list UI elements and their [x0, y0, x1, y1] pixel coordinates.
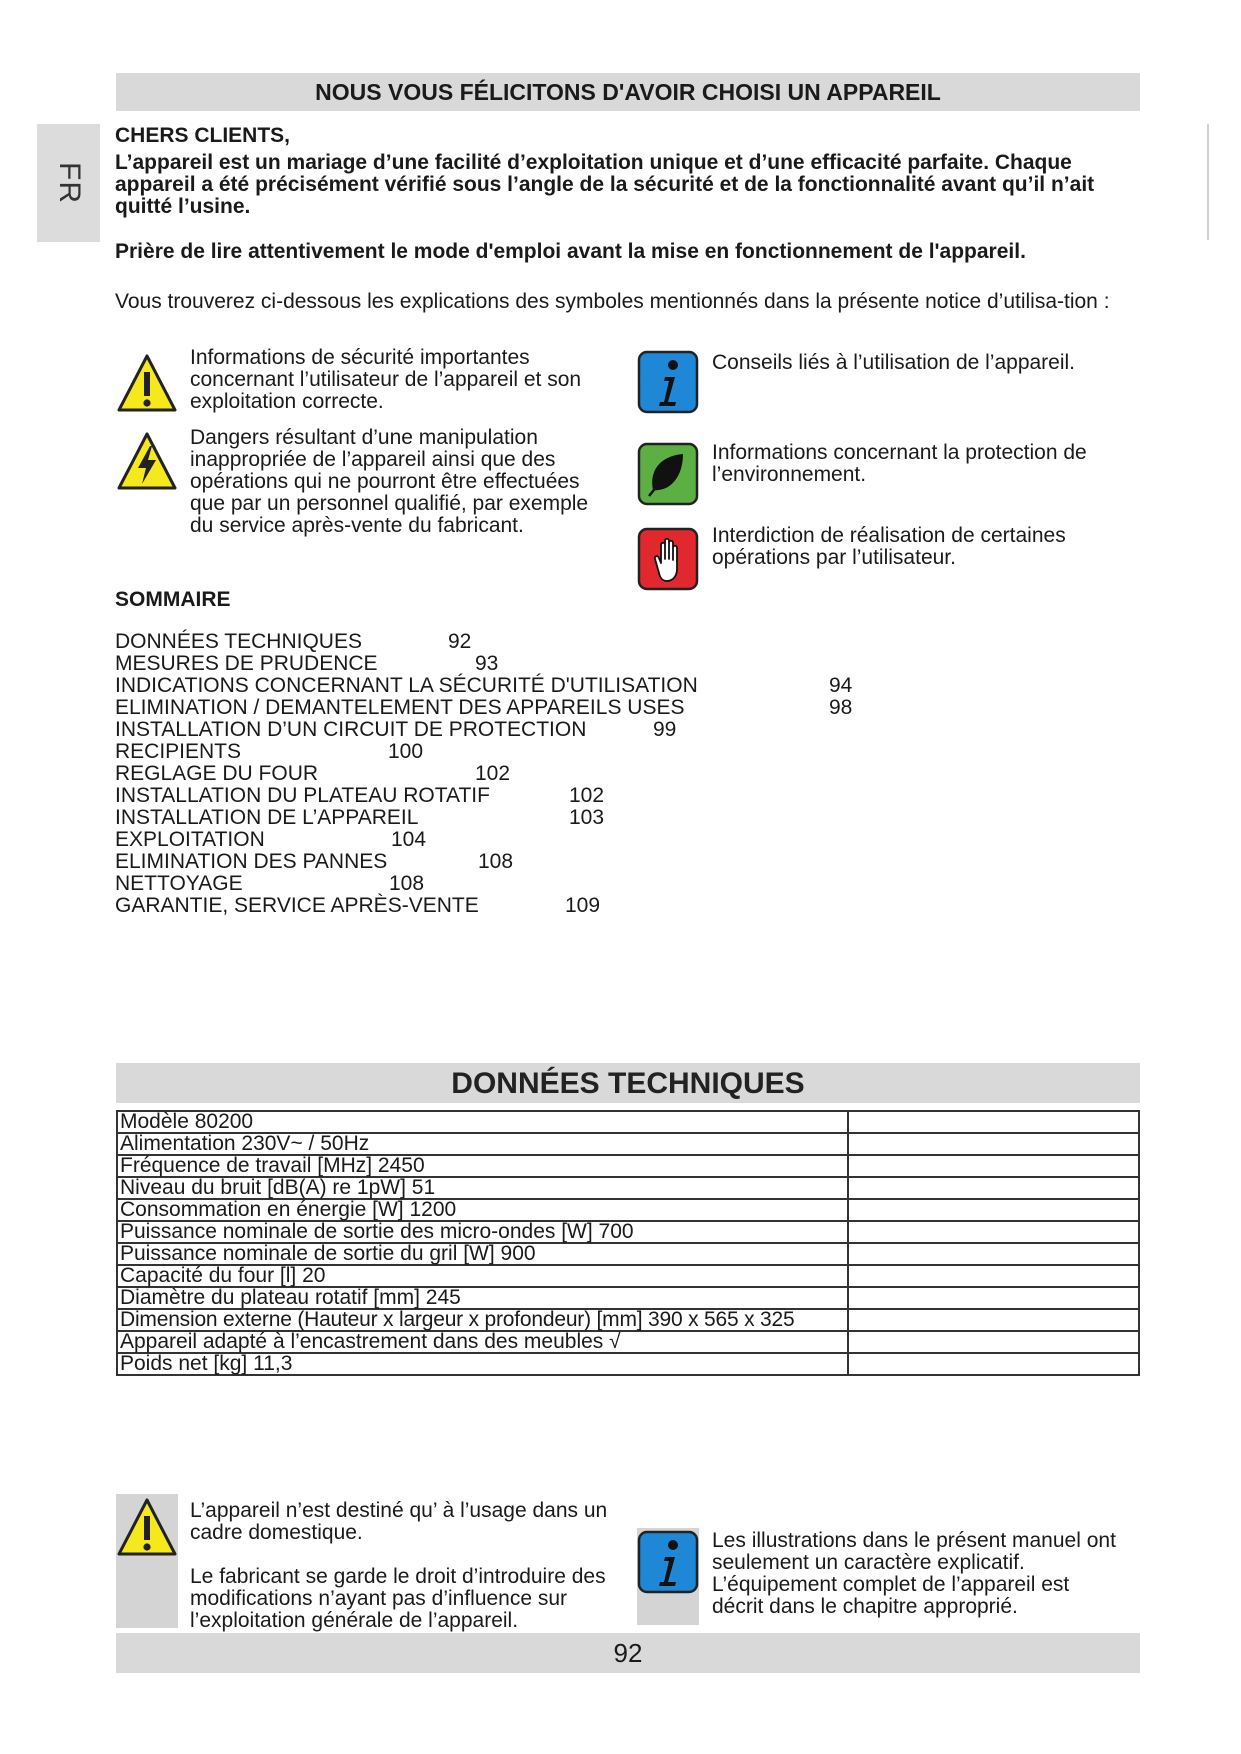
- tech-empty-cell: [848, 1243, 1139, 1265]
- symbols-intro: Vous trouverez ci-dessous les explications des symboles mentionnés dans la présente notice d’utilisa-tion :: [115, 290, 1110, 313]
- toc-label: INSTALLATION DU PLATEAU ROTATIF: [115, 784, 490, 807]
- toc-entry[interactable]: [115, 873, 243, 895]
- toc-label: DONNÉES TECHNIQUES: [115, 630, 362, 653]
- info-icon: [637, 1530, 699, 1594]
- toc-entry[interactable]: [115, 829, 265, 851]
- table-row: [117, 1331, 1139, 1353]
- toc-label: RECIPIENTS: [115, 740, 242, 763]
- table-row: [117, 1243, 1139, 1265]
- page-number: 92: [116, 1633, 1140, 1673]
- tech-empty-cell: [848, 1287, 1139, 1309]
- tech-cell: Niveau du bruit [dB(A) re 1pW] 51: [117, 1177, 848, 1199]
- toc-page: 102: [475, 762, 511, 785]
- table-row: [117, 1155, 1139, 1177]
- tech-cell: Fréquence de travail [MHz] 2450: [117, 1155, 848, 1177]
- table-row: [117, 1177, 1139, 1199]
- tech-empty-cell: [848, 1353, 1139, 1375]
- table-row: [117, 1221, 1139, 1243]
- tech-cell: Poids net [kg] 11,3: [117, 1353, 848, 1375]
- toc-entry[interactable]: [115, 807, 418, 829]
- warning-icon: [116, 352, 178, 414]
- intro-body: L’appareil est un mariage d’une facilité d’exploitation unique et d’une efficacité parfaite. Chaque appareil a été précisément vérifié sous l’angle de la sécurité et de la fonctionnalité avant qu’il n’ait quitté l’usine.: [115, 151, 1095, 218]
- toc-label: ELIMINATION / DEMANTELEMENT DES APPAREILS USES: [115, 696, 685, 719]
- tech-table: [116, 1110, 1140, 1376]
- toc-entry[interactable]: [115, 785, 490, 807]
- illustrations-note: Les illustrations dans le présent manuel ont seulement un caractère explicatif. L’équipement complet de l’appareil est décrit dans le chapitre approprié.: [712, 1529, 1116, 1618]
- toc-page: 92: [448, 630, 472, 653]
- domestic-use-note: L’appareil n’est destiné qu’ à l’usage dans un cadre domestique.: [190, 1499, 608, 1544]
- header-banner: NOUS VOUS FÉLICITONS D'AVOIR CHOISI UN APPAREIL: [116, 73, 1140, 111]
- manufacturer-note: Le fabricant se garde le droit d’introduire des modifications n’ayant pas d’influence sur l’exploitation générale de l’appareil.: [190, 1565, 606, 1632]
- toc-label: EXPLOITATION: [115, 828, 265, 851]
- table-row: [117, 1133, 1139, 1155]
- toc-entry[interactable]: [115, 763, 318, 785]
- toc-label: REGLAGE DU FOUR: [115, 762, 319, 785]
- toc-page: 109: [565, 894, 601, 917]
- toc-page: 94: [829, 674, 853, 697]
- toc-page: 103: [569, 806, 605, 829]
- tech-empty-cell: [848, 1177, 1139, 1199]
- toc-label: INSTALLATION D’UN CIRCUIT DE PROTECTION: [115, 718, 587, 741]
- toc-entry[interactable]: [115, 851, 387, 873]
- toc-page: 102: [569, 784, 605, 807]
- tech-cell: Consommation en énergie [W] 1200: [117, 1199, 848, 1221]
- tech-cell: Modèle 80200: [117, 1111, 848, 1133]
- table-row: [117, 1353, 1139, 1375]
- toc-page: 98: [829, 696, 853, 719]
- toc-label: INDICATIONS CONCERNANT LA SÉCURITÉ D'UTILISATION: [115, 674, 698, 697]
- tech-empty-cell: [848, 1199, 1139, 1221]
- margin-line: [1207, 124, 1209, 240]
- tips-text: Conseils liés à l’utilisation de l’appareil.: [712, 351, 1076, 374]
- toc-label: NETTOYAGE: [115, 872, 243, 895]
- toc-entry[interactable]: [115, 631, 362, 653]
- greeting: CHERS CLIENTS,: [115, 124, 291, 147]
- electric-hazard-icon: [116, 430, 178, 492]
- warning-icon: [116, 1496, 178, 1558]
- table-row: [117, 1111, 1139, 1133]
- leaf-icon: [637, 442, 699, 506]
- toc-page: 104: [391, 828, 427, 851]
- tech-empty-cell: [848, 1221, 1139, 1243]
- toc-entry[interactable]: [115, 675, 698, 697]
- toc-label: INSTALLATION DE L’APPAREIL: [115, 806, 419, 829]
- tech-cell: Puissance nominale de sortie du gril [W] 900: [117, 1243, 848, 1265]
- toc-page: 93: [475, 652, 499, 675]
- tech-empty-cell: [848, 1309, 1139, 1331]
- toc-page: 108: [389, 872, 425, 895]
- toc-entry[interactable]: [115, 653, 378, 675]
- prohibited-text: Interdiction de réalisation de certaines opérations par l’utilisateur.: [712, 524, 1066, 569]
- language-tab: [37, 124, 100, 242]
- tech-cell: Capacité du four [l] 20: [117, 1265, 848, 1287]
- tech-cell: Puissance nominale de sortie des micro-ondes [W] 700: [117, 1221, 848, 1243]
- tech-banner: DONNÉES TECHNIQUES: [116, 1063, 1140, 1103]
- table-row: [117, 1287, 1139, 1309]
- toc-page: 108: [478, 850, 514, 873]
- toc-label: MESURES DE PRUDENCE: [115, 652, 378, 675]
- tech-empty-cell: [848, 1155, 1139, 1177]
- tech-empty-cell: [848, 1265, 1139, 1287]
- table-row: [117, 1309, 1139, 1331]
- tech-cell: Appareil adapté à l’encastrement dans des meubles √: [117, 1331, 848, 1353]
- tech-cell: Dimension externe (Hauteur x largeur x profondeur) [mm] 390 x 565 x 325: [117, 1309, 848, 1331]
- toc-entry[interactable]: [115, 741, 241, 763]
- language-label: FR: [52, 162, 86, 204]
- safety-info-text: Informations de sécurité importantes concernant l’utilisateur de l’appareil et son exploitation correcte.: [190, 346, 582, 413]
- environment-text: Informations concernant la protection de l’environnement.: [712, 441, 1087, 486]
- stop-hand-icon: [637, 527, 699, 591]
- table-row: [117, 1199, 1139, 1221]
- read-note: Prière de lire attentivement le mode d'emploi avant la mise en fonctionnement de l'appareil.: [115, 240, 1026, 263]
- tech-cell: Diamètre du plateau rotatif [mm] 245: [117, 1287, 848, 1309]
- danger-info-text: Dangers résultant d’une manipulation inappropriée de l’appareil ainsi que des opérations qui ne pourront être effectuées que par un personnel qualifié, par exemple du service après-vente du fabricant.: [190, 426, 589, 537]
- toc-page: 100: [388, 740, 424, 763]
- tech-empty-cell: [848, 1133, 1139, 1155]
- sommaire-title: SOMMAIRE: [115, 588, 231, 611]
- toc-label: ELIMINATION DES PANNES: [115, 850, 388, 873]
- toc-entry[interactable]: [115, 697, 684, 719]
- tech-empty-cell: [848, 1331, 1139, 1353]
- toc-label: GARANTIE, SERVICE APRÈS-VENTE: [115, 894, 479, 917]
- tech-empty-cell: [848, 1111, 1139, 1133]
- info-icon: [637, 350, 699, 414]
- toc-page: 99: [653, 718, 677, 741]
- tech-cell: Alimentation 230V~ / 50Hz: [117, 1133, 848, 1155]
- table-row: [117, 1265, 1139, 1287]
- toc-entry[interactable]: [115, 895, 479, 917]
- toc-entry[interactable]: [115, 719, 586, 741]
